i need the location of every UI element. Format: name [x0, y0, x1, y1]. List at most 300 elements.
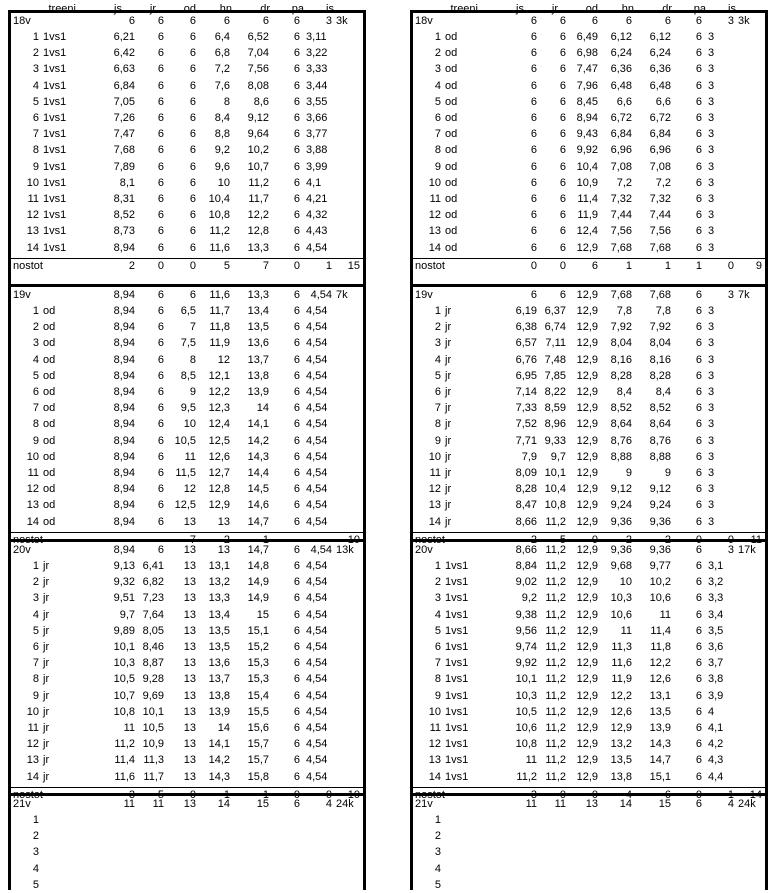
cell-dr: 8,16 — [649, 353, 671, 366]
cell-hn: 9,68 — [610, 560, 632, 572]
cell-od: 12,5 — [174, 499, 196, 512]
cell-pa: 6 — [695, 434, 702, 447]
cell-dr: 8,64 — [649, 418, 671, 431]
cell-pa: 6 — [695, 673, 702, 686]
table-row — [413, 368, 765, 384]
cell-js: 9,7 — [119, 608, 135, 621]
cell-od: 12,9 — [576, 705, 598, 718]
cell-is: 3,2 — [708, 576, 724, 589]
row-number: 2 — [434, 576, 441, 589]
cell-hn: 8,8 — [214, 128, 230, 141]
cell-js: 9,2 — [521, 592, 537, 605]
row-training: od — [43, 305, 56, 317]
cell-od: 12,9 — [576, 770, 598, 783]
row-training: 1vs1 — [445, 657, 469, 670]
week-head-cell: 3 — [727, 544, 734, 556]
week-head-cell: 7k — [336, 289, 348, 301]
nostot-cell: 1 — [325, 259, 332, 272]
row-training: jr — [445, 353, 452, 366]
cell-hn: 14,2 — [208, 754, 230, 767]
row-training: od — [43, 450, 56, 463]
row-number: 8 — [434, 144, 441, 157]
row-training: 1vs1 — [43, 112, 67, 124]
week-head-cell: 4,54 — [310, 289, 332, 301]
cell-hn: 13,1 — [208, 560, 230, 572]
cell-dr: 11,2 — [248, 176, 269, 189]
row-training: jr — [445, 499, 452, 512]
cell-js: 10,8 — [515, 738, 537, 751]
row-number: 5 — [32, 369, 39, 382]
row-training: jr — [445, 369, 452, 382]
week-label: 20v — [415, 544, 433, 556]
cell-jr: 6 — [559, 128, 566, 141]
cell-js: 8,94 — [113, 321, 135, 334]
table-row — [413, 303, 765, 319]
row-training: 1vs1 — [43, 63, 67, 76]
row-training: jr — [43, 641, 50, 653]
week-head-cell: 6 — [559, 15, 566, 27]
row-training: od — [43, 386, 56, 398]
cell-is: 3,7 — [708, 657, 724, 670]
row-training: od — [445, 47, 458, 60]
row-number: 7 — [434, 402, 441, 415]
row-training: 1vs1 — [445, 592, 469, 605]
week-head-cell: 7,68 — [649, 289, 671, 301]
cell-is: 3,44 — [306, 79, 328, 92]
cell-js: 9,74 — [515, 641, 537, 653]
table-row — [11, 400, 363, 416]
cell-pa: 6 — [695, 641, 702, 653]
cell-pa: 6 — [293, 209, 300, 222]
cell-pa: 6 — [293, 483, 300, 496]
row-training: jr — [43, 657, 50, 670]
cell-pa: 6 — [695, 450, 702, 463]
row-number: 5 — [32, 95, 39, 108]
table-row — [413, 433, 765, 449]
cell-dr: 9 — [664, 467, 671, 479]
row-training: od — [43, 515, 56, 528]
week-head-cell: 9,36 — [649, 544, 671, 556]
cell-od: 12,9 — [576, 369, 598, 382]
row-number: 5 — [434, 878, 441, 891]
cell-is: 4,54 — [306, 337, 328, 350]
cell-jr: 11,7 — [143, 770, 164, 783]
week-label: 19v — [13, 289, 31, 301]
cell-dr: 13,9 — [649, 722, 671, 734]
cell-js: 8,52 — [113, 209, 135, 222]
cell-od: 12,9 — [576, 624, 598, 637]
row-number: 12 — [428, 483, 441, 496]
cell-hn: 8,76 — [610, 434, 632, 447]
cell-dr: 7,44 — [649, 209, 671, 222]
cell-pa: 6 — [293, 418, 300, 431]
table-row — [11, 110, 363, 126]
cell-od: 12,9 — [576, 592, 598, 605]
nostot-cell: 0 — [325, 788, 332, 801]
cell-od: 8,94 — [576, 112, 598, 124]
cell-dr: 6,12 — [649, 31, 671, 43]
table-row — [11, 175, 363, 191]
cell-jr: 6 — [157, 79, 164, 92]
column-header-hn: hn — [621, 3, 634, 15]
week-head-cell: 6 — [695, 289, 702, 301]
cell-jr: 8,59 — [544, 402, 566, 415]
cell-dr: 14,2 — [247, 434, 269, 447]
cell-hn: 9 — [625, 467, 632, 479]
cell-hn: 11,9 — [611, 673, 632, 686]
cell-jr: 7,23 — [142, 592, 164, 605]
cell-jr: 6 — [559, 79, 566, 92]
table-row — [11, 704, 363, 720]
cell-dr: 9,24 — [649, 499, 671, 512]
cell-js: 9,32 — [113, 576, 135, 589]
row-number: 4 — [32, 862, 39, 875]
cell-js: 11,4 — [114, 754, 135, 767]
row-number: 3 — [32, 63, 39, 76]
cell-jr: 6 — [157, 31, 164, 43]
cell-od: 13 — [183, 515, 196, 528]
table-row — [11, 574, 363, 590]
row-training: 1vs1 — [43, 225, 67, 238]
cell-hn: 7,56 — [610, 225, 632, 238]
nostot-cell: 1 — [727, 788, 734, 801]
cell-hn: 11,6 — [611, 657, 632, 670]
row-training: jr — [445, 450, 452, 463]
cell-js: 8,94 — [113, 337, 135, 350]
cell-hn: 8,28 — [610, 369, 632, 382]
cell-jr: 11,2 — [545, 624, 566, 637]
cell-is: 4,2 — [708, 738, 724, 751]
week-head-cell: 12,9 — [576, 289, 598, 301]
cell-hn: 9,12 — [610, 483, 632, 496]
cell-od: 12,4 — [576, 225, 598, 238]
row-number: 14 — [428, 241, 441, 254]
cell-js: 10,6 — [515, 722, 537, 734]
cell-is: 3,6 — [708, 641, 724, 653]
cell-is: 3 — [708, 467, 715, 479]
cell-is: 3 — [708, 402, 715, 415]
cell-jr: 8,46 — [142, 641, 164, 653]
row-number: 6 — [32, 112, 39, 124]
row-training: od — [43, 467, 56, 479]
cell-od: 6 — [189, 128, 196, 141]
cell-js: 8,66 — [515, 515, 537, 528]
row-number: 9 — [32, 160, 39, 173]
cell-is: 4,1 — [708, 722, 724, 734]
cell-hn: 13,8 — [610, 770, 632, 783]
cell-hn: 14,3 — [208, 770, 230, 783]
cell-od: 6 — [189, 160, 196, 173]
cell-od: 6 — [189, 176, 196, 189]
cell-is: 3,99 — [306, 160, 328, 173]
nostot-cell: 5 — [223, 259, 230, 272]
cell-hn: 7,6 — [214, 79, 230, 92]
week-head-cell: 11 — [152, 798, 164, 810]
cell-js: 10,3 — [515, 689, 537, 702]
cell-dr: 13,7 — [247, 353, 269, 366]
row-training: jr — [43, 754, 50, 767]
cell-pa: 6 — [293, 689, 300, 702]
cell-od: 7,47 — [576, 63, 598, 76]
cell-js: 10,8 — [113, 705, 135, 718]
row-number: 10 — [26, 705, 39, 718]
row-number: 2 — [434, 830, 441, 843]
row-training: od — [43, 434, 56, 447]
cell-pa: 6 — [695, 499, 702, 512]
column-header-pa: pa — [693, 3, 706, 15]
cell-od: 10,5 — [174, 434, 196, 447]
cell-hn: 6,96 — [610, 144, 632, 157]
table-row — [413, 207, 765, 223]
table-row — [11, 191, 363, 207]
cell-od: 12,9 — [576, 353, 598, 366]
cell-hn: 6,84 — [610, 128, 632, 141]
row-training: jr — [43, 673, 50, 686]
table-row — [11, 61, 363, 77]
table-row — [413, 449, 765, 465]
cell-dr: 6,84 — [649, 128, 671, 141]
week-head-cell: 6 — [664, 15, 671, 27]
cell-is: 3,77 — [306, 128, 328, 141]
cell-is: 3 — [708, 144, 715, 157]
cell-od: 6 — [189, 112, 196, 124]
row-training: jr — [445, 434, 452, 447]
table-row — [11, 671, 363, 687]
row-training: jr — [445, 402, 452, 415]
cell-js: 8,28 — [515, 483, 537, 496]
cell-dr: 15,7 — [247, 754, 269, 767]
nostot-cell: 0 — [591, 533, 598, 546]
cell-js: 11,2 — [516, 770, 537, 783]
cell-jr: 7,64 — [142, 608, 164, 621]
cell-od: 13 — [183, 592, 196, 605]
cell-od: 6 — [189, 79, 196, 92]
cell-dr: 7,56 — [247, 63, 269, 76]
cell-jr: 9,33 — [544, 434, 566, 447]
week-head-cell: 17k — [738, 544, 756, 556]
row-number: 4 — [32, 608, 39, 621]
cell-od: 10 — [183, 418, 196, 431]
cell-is: 3 — [708, 515, 715, 528]
week-head-cell: 3 — [325, 15, 332, 27]
cell-jr: 8,87 — [142, 657, 164, 670]
cell-dr: 9,77 — [649, 560, 671, 572]
cell-hn: 10,4 — [208, 193, 230, 205]
table-row — [413, 812, 765, 828]
cell-jr: 6 — [157, 353, 164, 366]
week-head-row — [11, 796, 363, 812]
cell-od: 13 — [183, 705, 196, 718]
table-row — [413, 720, 765, 736]
row-number: 3 — [32, 592, 39, 605]
cell-jr: 11,2 — [545, 515, 566, 528]
cell-od: 7,5 — [180, 337, 196, 350]
row-number: 5 — [434, 95, 441, 108]
cell-js: 10,7 — [113, 689, 135, 702]
cell-od: 9,43 — [576, 128, 598, 141]
row-number: 2 — [32, 47, 39, 60]
cell-js: 6 — [530, 31, 537, 43]
table-row — [413, 319, 765, 335]
cell-hn: 7,68 — [610, 241, 632, 254]
cell-hn: 13,5 — [208, 641, 230, 653]
cell-dr: 14,3 — [649, 738, 671, 751]
cell-od: 6 — [189, 241, 196, 254]
cell-pa: 6 — [293, 386, 300, 398]
cell-is: 4 — [708, 705, 715, 718]
week-head-cell: 14,7 — [247, 544, 269, 556]
cell-pa: 6 — [695, 193, 702, 205]
cell-pa: 6 — [293, 144, 300, 157]
row-training: jr — [445, 467, 452, 479]
column-header-od: od — [183, 3, 196, 15]
table-row — [413, 335, 765, 351]
cell-jr: 6 — [559, 209, 566, 222]
cell-pa: 6 — [293, 673, 300, 686]
cell-is: 4,1 — [306, 176, 322, 189]
cell-pa: 6 — [695, 369, 702, 382]
cell-hn: 8,4 — [616, 386, 632, 398]
cell-is: 3 — [708, 225, 715, 238]
cell-pa: 6 — [695, 483, 702, 496]
row-training: 1vs1 — [43, 144, 67, 157]
week-head-row — [11, 13, 363, 29]
cell-js: 8,94 — [113, 499, 135, 512]
row-number: 3 — [434, 592, 441, 605]
cell-od: 9 — [189, 386, 196, 398]
cell-pa: 6 — [293, 369, 300, 382]
row-training: 1vs1 — [445, 722, 469, 734]
table-row — [413, 240, 765, 256]
row-number: 1 — [434, 305, 441, 317]
cell-hn: 12,9 — [208, 499, 230, 512]
row-training: 1vs1 — [43, 95, 67, 108]
week-head-cell: 6 — [293, 289, 300, 301]
cell-js: 7,33 — [515, 402, 537, 415]
row-number: 2 — [32, 830, 39, 843]
cell-od: 13 — [183, 608, 196, 621]
table-row — [413, 671, 765, 687]
row-training: od — [445, 63, 458, 76]
cell-jr: 6 — [157, 209, 164, 222]
nostot-cell: 1 — [664, 259, 671, 272]
cell-dr: 7,8 — [655, 305, 671, 317]
row-training: od — [445, 95, 458, 108]
table-row — [11, 688, 363, 704]
cell-jr: 6 — [559, 160, 566, 173]
cell-jr: 6 — [157, 321, 164, 334]
cell-is: 4,43 — [306, 225, 328, 238]
cell-od: 12,9 — [576, 560, 598, 572]
row-training: 1vs1 — [43, 31, 67, 43]
cell-js: 6,57 — [515, 337, 537, 350]
nostot-cell: 10 — [347, 788, 360, 801]
nostot-cell: 1 — [262, 788, 269, 801]
cell-is: 4,54 — [306, 592, 328, 605]
cell-hn: 7,44 — [610, 209, 632, 222]
cell-pa: 6 — [293, 705, 300, 718]
cell-pa: 6 — [695, 705, 702, 718]
row-training: od — [43, 353, 56, 366]
cell-od: 13 — [183, 689, 196, 702]
cell-js: 8,47 — [515, 499, 537, 512]
cell-hn: 6,6 — [616, 95, 632, 108]
cell-hn: 9,2 — [214, 144, 230, 157]
week-head-cell: 4 — [325, 798, 332, 810]
cell-dr: 6,48 — [649, 79, 671, 92]
right-panel — [410, 0, 768, 890]
week-label: 18v — [13, 15, 31, 27]
table-row — [413, 861, 765, 877]
cell-od: 12,9 — [576, 738, 598, 751]
cell-is: 3 — [708, 434, 715, 447]
cell-jr: 11,2 — [545, 705, 566, 718]
cell-pa: 6 — [293, 241, 300, 254]
table-row — [11, 639, 363, 655]
cell-pa: 6 — [293, 624, 300, 637]
cell-hn: 14 — [217, 722, 230, 734]
row-number: 1 — [32, 31, 39, 43]
cell-is: 4,54 — [306, 450, 328, 463]
cell-jr: 6 — [157, 241, 164, 254]
cell-od: 13 — [183, 754, 196, 767]
row-number: 13 — [428, 225, 441, 238]
row-training: jr — [445, 305, 452, 317]
cell-hn: 13,8 — [208, 689, 230, 702]
nostot-cell: 1 — [625, 259, 632, 272]
cell-pa: 6 — [695, 128, 702, 141]
week-block-20v — [410, 539, 768, 801]
row-training: 1vs1 — [43, 193, 67, 205]
nostot-cell: 11 — [750, 533, 762, 546]
row-number: 7 — [32, 657, 39, 670]
cell-js: 8,94 — [113, 241, 135, 254]
table-row — [413, 558, 765, 574]
week-head-cell: 6 — [695, 15, 702, 27]
cell-pa: 6 — [293, 176, 300, 189]
row-training: 1vs1 — [445, 560, 469, 572]
table-row — [413, 514, 765, 530]
cell-pa: 6 — [293, 770, 300, 783]
cell-dr: 14,6 — [247, 499, 269, 512]
row-training: od — [445, 209, 458, 222]
row-number: 9 — [434, 434, 441, 447]
cell-is: 3 — [708, 499, 715, 512]
row-number: 10 — [428, 450, 441, 463]
table-row — [11, 769, 363, 785]
cell-pa: 6 — [695, 79, 702, 92]
nostot-cell: 0 — [695, 533, 702, 546]
cell-js: 9,02 — [515, 576, 537, 589]
cell-is: 4,54 — [306, 641, 328, 653]
row-training: od — [43, 499, 56, 512]
table-row — [413, 94, 765, 110]
row-training: 1vs1 — [43, 160, 67, 173]
cell-jr: 6 — [157, 63, 164, 76]
cell-hn: 6,48 — [610, 79, 632, 92]
cell-pa: 6 — [293, 31, 300, 43]
table-row — [413, 828, 765, 844]
cell-pa: 6 — [293, 450, 300, 463]
cell-od: 6 — [189, 144, 196, 157]
week-head-row — [413, 542, 765, 558]
nostot-cell: 0 — [530, 259, 537, 272]
cell-pa: 6 — [695, 95, 702, 108]
row-number: 14 — [428, 515, 441, 528]
week-head-cell: 11 — [123, 798, 135, 810]
cell-hn: 12,9 — [610, 722, 632, 734]
cell-jr: 10,8 — [544, 499, 566, 512]
